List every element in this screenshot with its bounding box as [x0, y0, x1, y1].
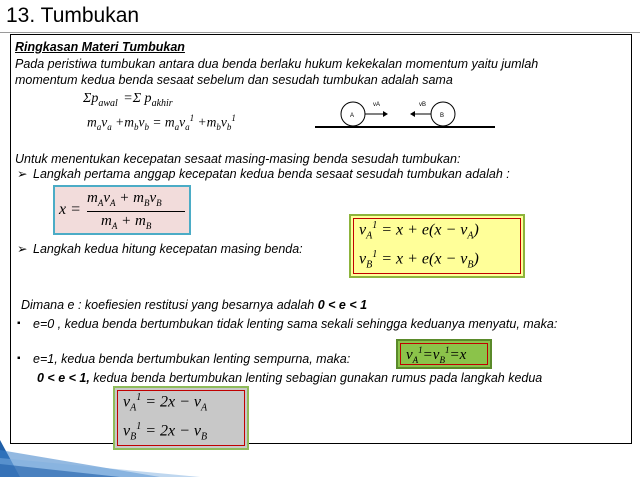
- formula-x-fraction-line: [87, 211, 185, 212]
- slide-title: 13. Tumbukan: [6, 4, 140, 27]
- momentum-conservation-equation: $m_av_a +m_bv_b = m_av_a^1 +m_bv_b^1$: [87, 113, 236, 133]
- vb-general-formula: $v_B^1 = x + e(x - v_B)$: [359, 249, 479, 271]
- step1-bullet: ➢: [17, 167, 28, 181]
- step2-text: Langkah kedua hitung kecepatan masing benda:: [33, 242, 303, 256]
- formula-x-box: [53, 185, 191, 235]
- case0-text: e=0 , kedua benda bertumbukan tidak lenting sama sekali sehingga keduanya menyatu, maka:: [33, 317, 558, 331]
- collision-diagram: [311, 93, 501, 131]
- arrow-b-label: vB: [419, 102, 427, 108]
- step2-bullet: ➢: [17, 242, 28, 256]
- vb-partial-formula: $v_B^1 = 2x - v_B$: [123, 421, 208, 443]
- steps-intro: Untuk menentukan kecepatan sesaat masing-masing benda sesudah tumbukan:: [15, 152, 461, 166]
- formula-x-numerator: $m_Av_A + m_Bv_B$: [87, 190, 162, 208]
- arrow-a-label: vA: [373, 102, 381, 108]
- ball-b-label: B: [440, 113, 445, 119]
- va-general-formula: $v_A^1 = x + e(x - v_A)$: [359, 220, 479, 242]
- formula-x-lhs: x =: [59, 201, 81, 218]
- case1-text: e=1, kedua benda bertumbukan lenting sempurna, maka:: [33, 352, 351, 366]
- step1-text: Langkah pertama anggap kecepatan kedua benda sesaat sesudah tumbukan adalah :: [33, 167, 510, 181]
- content-box: [10, 34, 632, 444]
- va-partial-formula: $v_A^1 = 2x - v_A$: [123, 392, 208, 414]
- formula-x-denominator: $m_A + m_B$: [101, 213, 152, 231]
- summary-heading: Ringkasan Materi Tumbukan: [15, 40, 185, 54]
- momentum-sum-equation: $\Sigma p_{awal} =\Sigma$ $p_{akhir}$: [83, 91, 173, 109]
- ball-a-label: A: [350, 113, 355, 119]
- partial-elastic-line: 0 < e < 1, kedua benda bertumbukan lenting sebagian gunakan rumus pada langkah kedua: [37, 371, 543, 385]
- title-rule: [0, 32, 640, 33]
- case1-bullet: ▪: [17, 353, 21, 364]
- elastic-formula: $v_A^1=v_B^1=x$: [406, 345, 467, 365]
- corner-decoration: [0, 440, 200, 477]
- intro-line-1: Pada peristiwa tumbukan antara dua benda berlaku hukum kekekalan momentum yaitu jumlah: [15, 57, 539, 71]
- general-velocity-box: [349, 214, 525, 278]
- case0-bullet: ▪: [17, 318, 21, 329]
- restitution-definition: Dimana e : koefiesien restitusi yang besarnya adalah 0 < e < 1: [21, 298, 368, 312]
- intro-line-2: momentum kedua benda sesaat sebelum dan sesudah tumbukan adalah sama: [15, 73, 453, 87]
- elastic-formula-box: [396, 339, 492, 369]
